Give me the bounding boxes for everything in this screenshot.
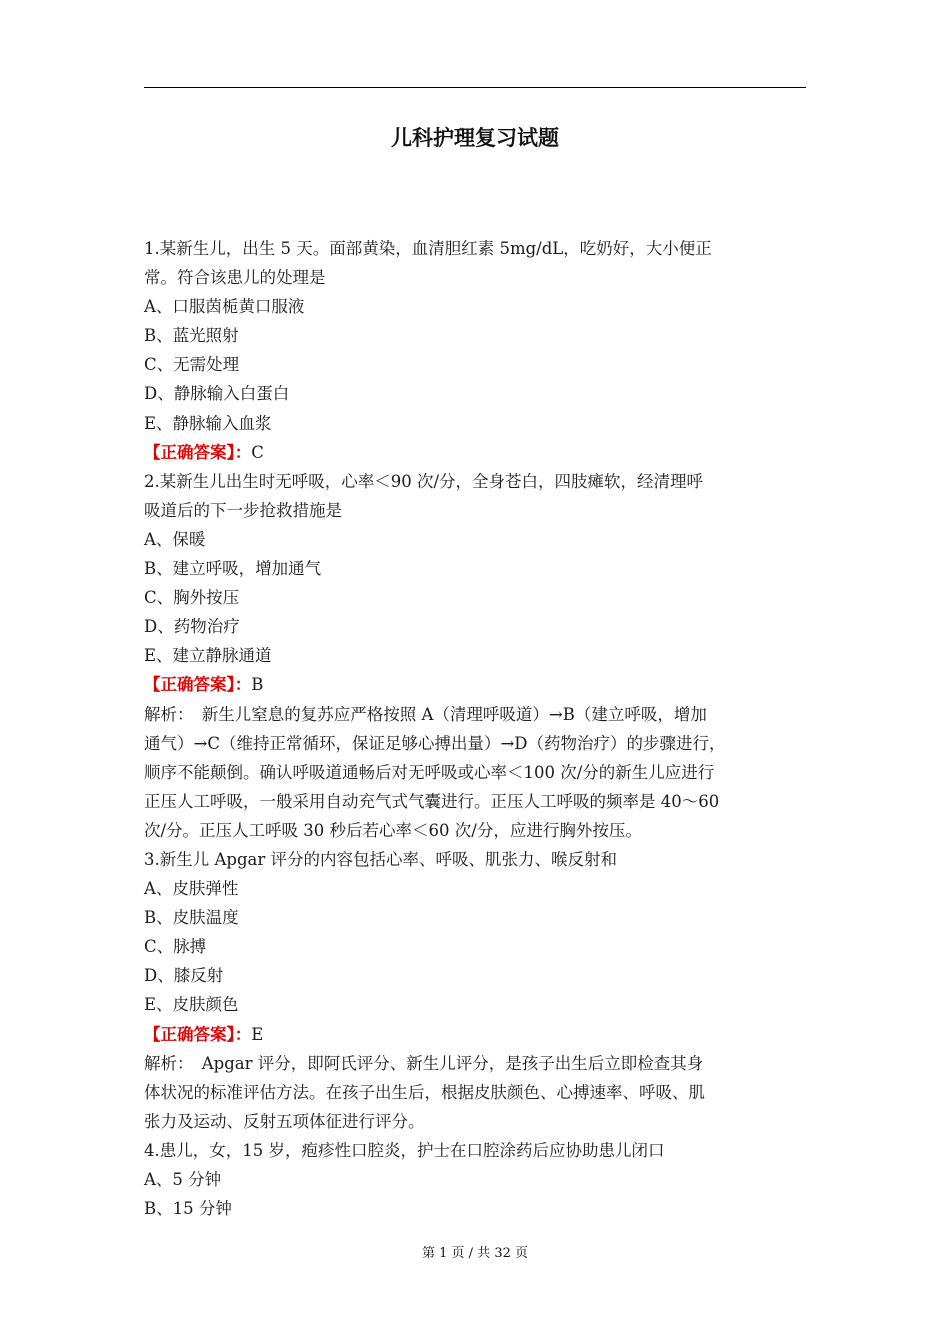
correct-answer-value: B xyxy=(251,675,264,695)
explanation xyxy=(144,1049,806,1136)
option-c: C、无需处理 xyxy=(144,355,240,375)
question-1 xyxy=(144,234,806,467)
option-b: B、蓝光照射 xyxy=(144,326,239,346)
explanation xyxy=(144,700,806,845)
option-d: D、静脉输入白蛋白 xyxy=(144,384,290,404)
option-c: C、脉搏 xyxy=(144,937,207,957)
option-b: B、15 分钟 xyxy=(144,1199,232,1219)
explanation-line: 解析： Apgar 评分，即阿氏评分、新生儿评分，是孩子出生后立即检查其身 xyxy=(144,1053,704,1073)
explanation-line: 次/分。正压人工呼吸 30 秒后若心率＜60 次/分，应进行胸外按压。 xyxy=(144,820,642,840)
correct-answer-label: 【正确答案】： xyxy=(144,1024,252,1044)
correct-answer-label: 【正确答案】： xyxy=(144,442,252,462)
option-a: A、5 分钟 xyxy=(144,1170,222,1189)
explanation-line: 体状况的标准评估方法。在孩子出生后，根据皮肤颜色、心搏速率、呼吸、肌 xyxy=(144,1082,705,1102)
explanation-line: 正压人工呼吸，一般采用自动充气式气囊进行。正压人工呼吸的频率是 40～60 xyxy=(144,791,720,811)
option-a: A、保暖 xyxy=(144,529,206,549)
question-stem-line: 常。符合该患儿的处理是 xyxy=(144,268,326,288)
option-a: A、口服茵栀黄口服液 xyxy=(144,297,305,317)
correct-answer-value: E xyxy=(251,1024,264,1044)
explanation-line: 解析： 新生儿窒息的复苏应严格按照 A（清理呼吸道）→B（建立呼吸，增加 xyxy=(144,704,707,724)
question-3 xyxy=(144,845,806,1136)
option-e: E、皮肤颜色 xyxy=(144,995,239,1015)
question-4 xyxy=(144,1136,806,1223)
correct-answer-value: C xyxy=(251,442,264,462)
question-list xyxy=(144,234,806,1223)
option-a: A、皮肤弹性 xyxy=(144,879,239,899)
correct-answer xyxy=(144,1020,806,1049)
explanation-line: 顺序不能颠倒。确认呼吸道通畅后对无呼吸或心率＜100 次/分的新生儿应进行 xyxy=(144,762,715,782)
page-footer: 第 1 页 / 共 32 页 xyxy=(422,1246,528,1261)
question-stem-line: 吸道后的下一步抢救措施是 xyxy=(144,500,342,520)
correct-answer-label: 【正确答案】： xyxy=(144,675,252,695)
option-b: B、建立呼吸，增加通气 xyxy=(144,559,322,579)
question-stem-line: 1.某新生儿，出生 5 天。面部黄染，血清胆红素 5mg/dL，吃奶好，大小便正 xyxy=(144,239,712,258)
question-stem-line: 4.患儿，女，15 岁，疱疹性口腔炎，护士在口腔涂药后应协助患儿闭口 xyxy=(144,1140,665,1160)
question-stem-line: 3.新生儿 Apgar 评分的内容包括心率、呼吸、肌张力、喉反射和 xyxy=(144,849,617,869)
option-b: B、皮肤温度 xyxy=(144,908,239,928)
document-title: 儿科护理复习试题 xyxy=(391,126,559,150)
option-c: C、胸外按压 xyxy=(144,588,240,608)
question-2 xyxy=(144,467,806,845)
correct-answer xyxy=(144,670,806,699)
header-rule xyxy=(144,87,806,88)
correct-answer xyxy=(144,438,806,467)
explanation-line: 通气）→C（维持正常循环，保证足够心搏出量）→D（药物治疗）的步骤进行， xyxy=(144,733,726,753)
option-e: E、建立静脉通道 xyxy=(144,646,272,666)
option-d: D、药物治疗 xyxy=(144,617,240,637)
question-stem-line: 2.某新生儿出生时无呼吸，心率＜90 次/分，全身苍白，四肢瘫软，经清理呼 xyxy=(144,471,704,491)
option-e: E、静脉输入血浆 xyxy=(144,413,272,433)
option-d: D、膝反射 xyxy=(144,966,224,986)
explanation-line: 张力及运动、反射五项体征进行评分。 xyxy=(144,1111,425,1131)
